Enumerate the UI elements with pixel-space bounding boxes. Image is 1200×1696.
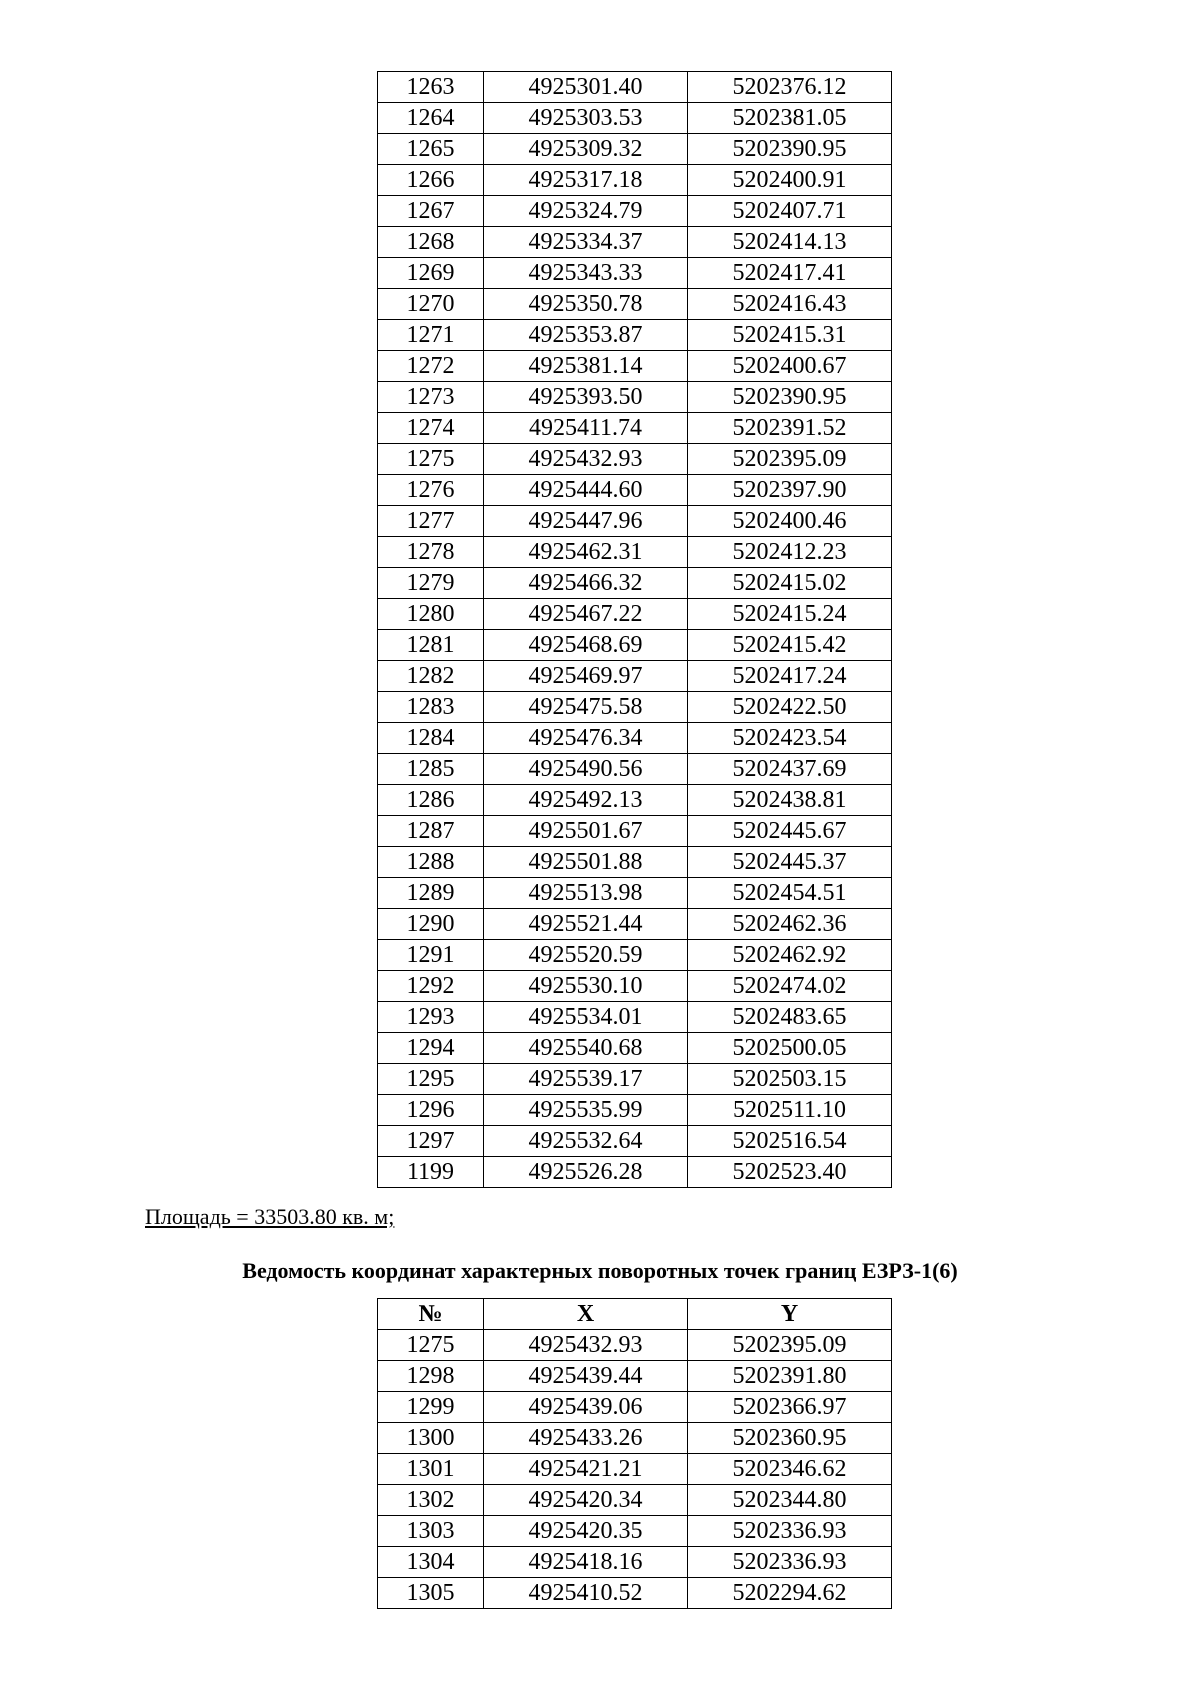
- cell-point-number: 1300: [378, 1423, 484, 1454]
- cell-x: 4925309.32: [484, 134, 688, 165]
- cell-x: 4925303.53: [484, 103, 688, 134]
- cell-y: 5202412.23: [688, 537, 892, 568]
- cell-point-number: 1282: [378, 661, 484, 692]
- cell-x: 4925468.69: [484, 630, 688, 661]
- cell-point-number: 1277: [378, 506, 484, 537]
- table-row: [378, 351, 892, 382]
- cell-y: 5202422.50: [688, 692, 892, 723]
- table-row: [378, 661, 892, 692]
- cell-x: 4925513.98: [484, 878, 688, 909]
- cell-point-number: 1269: [378, 258, 484, 289]
- cell-x: 4925301.40: [484, 72, 688, 103]
- table-row: [378, 909, 892, 940]
- table-row: [378, 165, 892, 196]
- cell-x: 4925476.34: [484, 723, 688, 754]
- table-row: [378, 258, 892, 289]
- cell-y: 5202407.71: [688, 196, 892, 227]
- cell-point-number: 1298: [378, 1361, 484, 1392]
- table-row: [378, 1002, 892, 1033]
- cell-y: 5202395.09: [688, 1330, 892, 1361]
- cell-x: 4925350.78: [484, 289, 688, 320]
- cell-x: 4925501.67: [484, 816, 688, 847]
- table-row: [378, 568, 892, 599]
- cell-x: 4925334.37: [484, 227, 688, 258]
- cell-x: 4925532.64: [484, 1126, 688, 1157]
- cell-point-number: 1275: [378, 444, 484, 475]
- cell-point-number: 1303: [378, 1516, 484, 1547]
- table-row: [378, 134, 892, 165]
- cell-y: 5202417.24: [688, 661, 892, 692]
- cell-point-number: 1287: [378, 816, 484, 847]
- cell-x: 4925540.68: [484, 1033, 688, 1064]
- table-row: [378, 1485, 892, 1516]
- table-row: [378, 878, 892, 909]
- cell-y: 5202415.02: [688, 568, 892, 599]
- cell-y: 5202360.95: [688, 1423, 892, 1454]
- cell-point-number: 1305: [378, 1578, 484, 1609]
- cell-y: 5202294.62: [688, 1578, 892, 1609]
- cell-point-number: 1274: [378, 413, 484, 444]
- cell-y: 5202474.02: [688, 971, 892, 1002]
- table-row: [378, 103, 892, 134]
- table-row: [378, 196, 892, 227]
- cell-point-number: 1286: [378, 785, 484, 816]
- header-y: Y: [688, 1299, 892, 1330]
- cell-y: 5202503.15: [688, 1064, 892, 1095]
- cell-x: 4925433.26: [484, 1423, 688, 1454]
- cell-y: 5202454.51: [688, 878, 892, 909]
- cell-x: 4925490.56: [484, 754, 688, 785]
- cell-point-number: 1271: [378, 320, 484, 351]
- cell-x: 4925535.99: [484, 1095, 688, 1126]
- cell-x: 4925353.87: [484, 320, 688, 351]
- table-row: [378, 1578, 892, 1609]
- cell-point-number: 1276: [378, 475, 484, 506]
- cell-point-number: 1294: [378, 1033, 484, 1064]
- table-row: [378, 227, 892, 258]
- cell-x: 4925466.32: [484, 568, 688, 599]
- cell-y: 5202397.90: [688, 475, 892, 506]
- cell-x: 4925534.01: [484, 1002, 688, 1033]
- cell-point-number: 1280: [378, 599, 484, 630]
- cell-point-number: 1296: [378, 1095, 484, 1126]
- cell-x: 4925521.44: [484, 909, 688, 940]
- table-row: [378, 382, 892, 413]
- table-row: [378, 754, 892, 785]
- cell-y: 5202344.80: [688, 1485, 892, 1516]
- cell-point-number: 1199: [378, 1157, 484, 1188]
- cell-point-number: 1275: [378, 1330, 484, 1361]
- table-row: [378, 1516, 892, 1547]
- cell-point-number: 1266: [378, 165, 484, 196]
- cell-y: 5202423.54: [688, 723, 892, 754]
- cell-y: 5202445.37: [688, 847, 892, 878]
- cell-point-number: 1285: [378, 754, 484, 785]
- table-row: [378, 847, 892, 878]
- table-row: [378, 413, 892, 444]
- cell-x: 4925520.59: [484, 940, 688, 971]
- cell-x: 4925530.10: [484, 971, 688, 1002]
- header-x: X: [484, 1299, 688, 1330]
- cell-y: 5202376.12: [688, 72, 892, 103]
- cell-x: 4925501.88: [484, 847, 688, 878]
- cell-point-number: 1297: [378, 1126, 484, 1157]
- cell-x: 4925447.96: [484, 506, 688, 537]
- cell-y: 5202415.24: [688, 599, 892, 630]
- cell-x: 4925343.33: [484, 258, 688, 289]
- cell-y: 5202483.65: [688, 1002, 892, 1033]
- table-row: [378, 1547, 892, 1578]
- table-row: [378, 1423, 892, 1454]
- cell-x: 4925539.17: [484, 1064, 688, 1095]
- cell-point-number: 1283: [378, 692, 484, 723]
- cell-point-number: 1265: [378, 134, 484, 165]
- cell-y: 5202390.95: [688, 382, 892, 413]
- table-row: [378, 692, 892, 723]
- table-row: [378, 475, 892, 506]
- table-row: [378, 816, 892, 847]
- cell-x: 4925475.58: [484, 692, 688, 723]
- cell-y: 5202437.69: [688, 754, 892, 785]
- cell-y: 5202391.80: [688, 1361, 892, 1392]
- cell-y: 5202500.05: [688, 1033, 892, 1064]
- cell-y: 5202400.46: [688, 506, 892, 537]
- cell-point-number: 1279: [378, 568, 484, 599]
- cell-y: 5202391.52: [688, 413, 892, 444]
- cell-y: 5202390.95: [688, 134, 892, 165]
- cell-point-number: 1302: [378, 1485, 484, 1516]
- cell-point-number: 1270: [378, 289, 484, 320]
- cell-x: 4925444.60: [484, 475, 688, 506]
- cell-y: 5202395.09: [688, 444, 892, 475]
- section-title: Ведомость координат характерных поворотных точек границ ЕЗРЗ-1(6): [242, 1258, 958, 1283]
- cell-point-number: 1293: [378, 1002, 484, 1033]
- cell-point-number: 1292: [378, 971, 484, 1002]
- cell-y: 5202336.93: [688, 1547, 892, 1578]
- table-row: [378, 537, 892, 568]
- table-header-row: [378, 1299, 892, 1330]
- cell-y: 5202438.81: [688, 785, 892, 816]
- cell-y: 5202445.67: [688, 816, 892, 847]
- cell-y: 5202381.05: [688, 103, 892, 134]
- cell-y: 5202415.31: [688, 320, 892, 351]
- cell-y: 5202346.62: [688, 1454, 892, 1485]
- table-row: [378, 320, 892, 351]
- cell-x: 4925420.35: [484, 1516, 688, 1547]
- table-row: [378, 1454, 892, 1485]
- table-row: [378, 1330, 892, 1361]
- table-row: [378, 723, 892, 754]
- cell-y: 5202462.92: [688, 940, 892, 971]
- cell-point-number: 1288: [378, 847, 484, 878]
- cell-y: 5202462.36: [688, 909, 892, 940]
- table-row: [378, 1392, 892, 1423]
- coordinates-table-body: [378, 1330, 892, 1609]
- coordinates-table-continued: [377, 71, 892, 1188]
- cell-x: 4925381.14: [484, 351, 688, 382]
- table-row: [378, 1361, 892, 1392]
- table-row: [378, 289, 892, 320]
- cell-y: 5202511.10: [688, 1095, 892, 1126]
- cell-x: 4925462.31: [484, 537, 688, 568]
- table-row: [378, 1064, 892, 1095]
- cell-x: 4925418.16: [484, 1547, 688, 1578]
- cell-point-number: 1301: [378, 1454, 484, 1485]
- cell-point-number: 1278: [378, 537, 484, 568]
- cell-point-number: 1289: [378, 878, 484, 909]
- cell-y: 5202523.40: [688, 1157, 892, 1188]
- cell-point-number: 1272: [378, 351, 484, 382]
- cell-x: 4925526.28: [484, 1157, 688, 1188]
- coordinates-table-body: [378, 72, 892, 1188]
- cell-y: 5202416.43: [688, 289, 892, 320]
- cell-x: 4925432.93: [484, 444, 688, 475]
- cell-point-number: 1267: [378, 196, 484, 227]
- cell-point-number: 1290: [378, 909, 484, 940]
- cell-y: 5202366.97: [688, 1392, 892, 1423]
- cell-x: 4925411.74: [484, 413, 688, 444]
- cell-point-number: 1295: [378, 1064, 484, 1095]
- cell-point-number: 1304: [378, 1547, 484, 1578]
- cell-x: 4925421.21: [484, 1454, 688, 1485]
- cell-x: 4925410.52: [484, 1578, 688, 1609]
- cell-y: 5202336.93: [688, 1516, 892, 1547]
- cell-x: 4925432.93: [484, 1330, 688, 1361]
- table-row: [378, 1157, 892, 1188]
- cell-x: 4925324.79: [484, 196, 688, 227]
- table-row: [378, 506, 892, 537]
- table-row: [378, 940, 892, 971]
- cell-y: 5202417.41: [688, 258, 892, 289]
- cell-y: 5202400.67: [688, 351, 892, 382]
- cell-point-number: 1264: [378, 103, 484, 134]
- cell-y: 5202415.42: [688, 630, 892, 661]
- cell-point-number: 1281: [378, 630, 484, 661]
- cell-y: 5202414.13: [688, 227, 892, 258]
- cell-x: 4925469.97: [484, 661, 688, 692]
- cell-x: 4925439.06: [484, 1392, 688, 1423]
- cell-y: 5202400.91: [688, 165, 892, 196]
- cell-point-number: 1284: [378, 723, 484, 754]
- table-row: [378, 785, 892, 816]
- table-row: [378, 444, 892, 475]
- cell-x: 4925317.18: [484, 165, 688, 196]
- table-row: [378, 1126, 892, 1157]
- cell-point-number: 1273: [378, 382, 484, 413]
- cell-x: 4925439.44: [484, 1361, 688, 1392]
- cell-point-number: 1263: [378, 72, 484, 103]
- area-note: Площадь = 33503.80 кв. м;: [145, 1204, 395, 1229]
- header-point-number: №: [378, 1299, 484, 1330]
- cell-y: 5202516.54: [688, 1126, 892, 1157]
- cell-x: 4925420.34: [484, 1485, 688, 1516]
- cell-point-number: 1268: [378, 227, 484, 258]
- cell-x: 4925393.50: [484, 382, 688, 413]
- table-row: [378, 1033, 892, 1064]
- table-row: [378, 599, 892, 630]
- cell-point-number: 1291: [378, 940, 484, 971]
- table-row: [378, 72, 892, 103]
- cell-x: 4925467.22: [484, 599, 688, 630]
- table-row: [378, 1095, 892, 1126]
- table-row: [378, 971, 892, 1002]
- table-row: [378, 630, 892, 661]
- coordinates-table-ezrz-1-6: [377, 1298, 892, 1609]
- cell-x: 4925492.13: [484, 785, 688, 816]
- cell-point-number: 1299: [378, 1392, 484, 1423]
